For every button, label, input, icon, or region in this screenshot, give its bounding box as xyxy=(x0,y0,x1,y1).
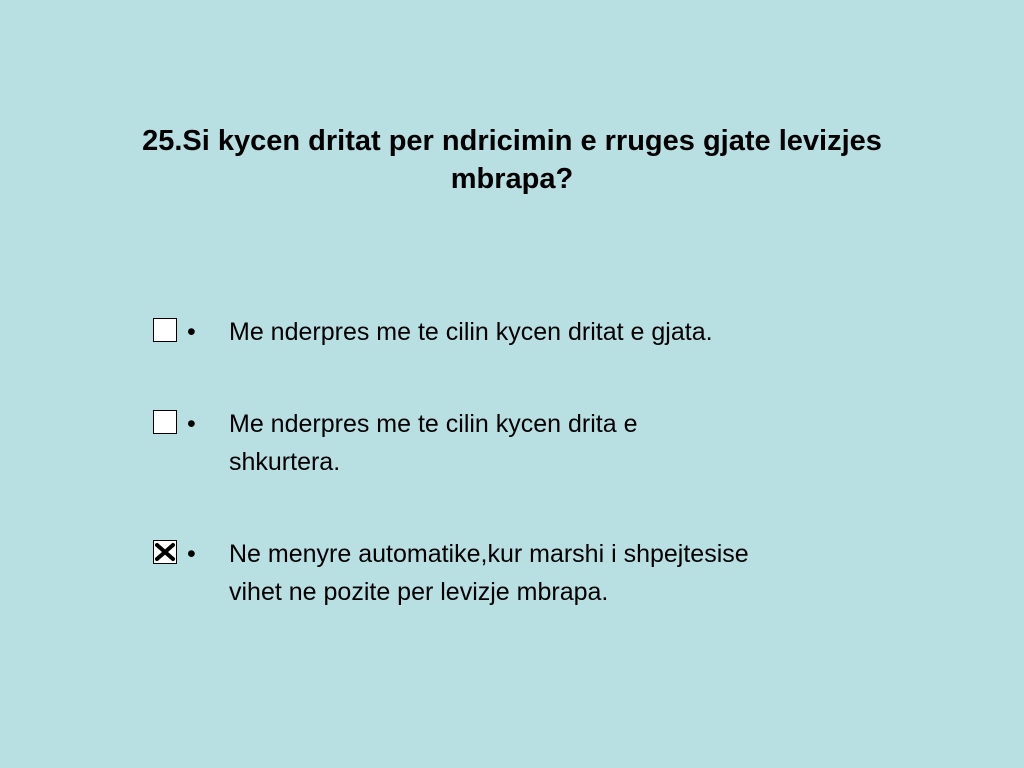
answer-checkbox-2[interactable] xyxy=(153,410,177,434)
answer-checkbox-3[interactable] xyxy=(153,540,177,564)
answer-text-1-line-1: Me nderpres me te cilin kycen dritat e gjata. xyxy=(229,318,713,346)
bullet-icon: • xyxy=(187,540,196,568)
answer-text-2-line-2: shkurtera. xyxy=(229,448,341,476)
answer-checkbox-1[interactable] xyxy=(153,318,177,342)
x-mark-icon xyxy=(154,541,176,563)
answer-text-3-line-2: vihet ne pozite per levizje mbrapa. xyxy=(229,578,609,606)
answer-text-2 xyxy=(229,405,909,481)
answer-text-3-line-1: Ne menyre automatike,kur marshi i shpejtesise xyxy=(229,540,749,568)
answer-text-2-line-1: Me nderpres me te cilin kycen drita e xyxy=(229,410,638,438)
question-title-line-2: mbrapa? xyxy=(450,163,574,195)
answer-text-3 xyxy=(229,535,909,611)
answer-text-1 xyxy=(229,313,909,351)
bullet-icon: • xyxy=(187,318,196,346)
question-title-line-1: 25.Si kycen dritat per ndricimin e rruges gjate levizjes xyxy=(142,125,882,157)
bullet-icon: • xyxy=(187,410,196,438)
